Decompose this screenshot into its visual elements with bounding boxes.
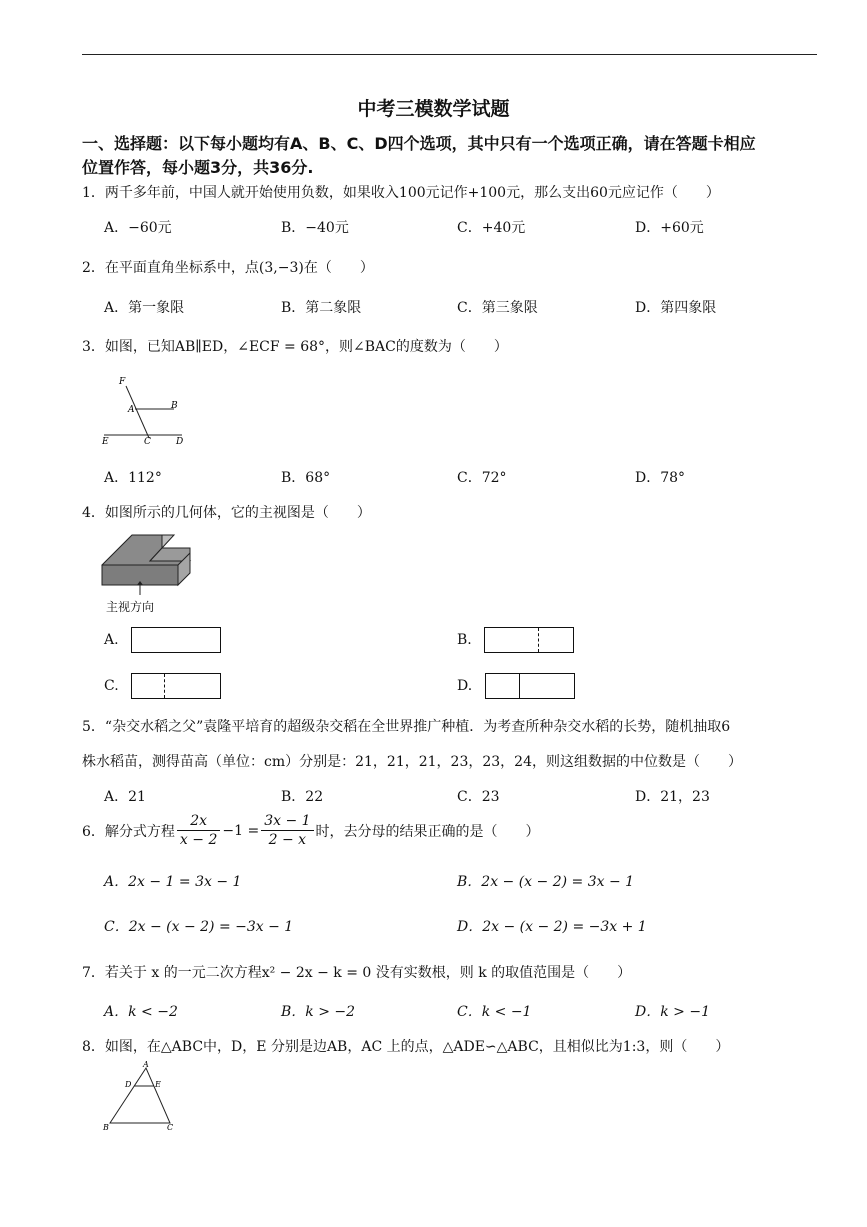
q4-option-d-view (485, 673, 575, 699)
q5-option-d: D．21，23 (635, 789, 710, 805)
q1-option-b: B．−40元 (281, 220, 349, 236)
q6-suffix: 时，去分母的结果正确的是（ ） (315, 823, 540, 840)
q8-label-e: E (155, 1080, 161, 1089)
question-5-line2: 株水稻苗，测得苗高（单位：cm）分别是：21，21，21，23，23，24，则这组数据的中位数是（ ） (82, 754, 743, 770)
q6-option-c: C．2x − (x − 2) = −3x − 1 (104, 919, 294, 935)
q2-option-a: A．第一象限 (104, 300, 185, 316)
q5-option-a: A．21 (104, 789, 146, 805)
q6-fraction-left (177, 812, 220, 849)
q8-label-d: D (125, 1080, 132, 1089)
question-5-line1: 5．“杂交水稻之父”袁隆平培育的超级杂交稻在全世界推广种植．为考查所种杂交水稻的长势，随机抽取6 (82, 719, 731, 735)
question-7-text: 7．若关于 x 的一元二次方程x² − 2x − k = 0 没有实数根，则 k 的取值范围是（ ） (82, 965, 632, 981)
page-title: 中考三模数学试题 (357, 98, 510, 120)
question-6-text (82, 812, 540, 849)
q4-option-c-label: C. (104, 678, 119, 694)
q6-option-d: D．2x − (x − 2) = −3x + 1 (457, 919, 647, 935)
q1-option-c: C．+40元 (457, 220, 526, 236)
question-1-text: 1．两千多年前，中国人就开始使用负数，如果收入100元记作+100元，那么支出60元应记作（ ） (82, 185, 720, 201)
q8-label-c: C (167, 1123, 174, 1132)
q4-option-a-view (131, 627, 221, 653)
q4-option-c-hidden-line (164, 674, 165, 698)
q6-frac1-numerator: 2x (177, 812, 220, 831)
q8-triangle-figure (100, 1060, 180, 1132)
q4-option-d-label: D. (457, 678, 473, 694)
q7-option-d: D．k > −1 (635, 1004, 710, 1020)
q4-view-direction-caption: 主视方向 (106, 600, 155, 614)
q4-option-d-visible-line (519, 674, 520, 698)
q4-solid-figure (100, 527, 195, 599)
q1-option-d: D．+60元 (635, 220, 704, 236)
q8-label-a: A (143, 1060, 149, 1069)
q3-label-e: E (102, 437, 109, 447)
q1-option-a: A．−60元 (104, 220, 172, 236)
q5-option-b: B．22 (281, 789, 324, 805)
q3-parallel-lines-figure (100, 372, 195, 447)
q4-option-b-view (484, 627, 574, 653)
q4-option-a-label: A. (104, 632, 119, 648)
q4-option-c-view (131, 673, 221, 699)
q8-label-b: B (103, 1123, 109, 1132)
q2-option-c: C．第三象限 (457, 300, 538, 316)
q6-option-b: B．2x − (x − 2) = 3x − 1 (457, 874, 635, 890)
question-2-text: 2．在平面直角坐标系中，点(3,−3)在（ ） (82, 260, 374, 276)
section-heading-line2: 位置作答，每小题3分，共36分. (82, 158, 314, 177)
q2-option-d: D．第四象限 (635, 300, 717, 316)
q3-label-c: C (144, 437, 151, 447)
q6-prefix: 6．解分式方程 (82, 823, 175, 840)
question-3-text: 3．如图，已知AB∥ED，∠ECF = 68°，则∠BAC的度数为（ ） (82, 339, 508, 355)
q6-option-a: A．2x − 1 = 3x − 1 (104, 874, 242, 890)
q3-label-b: B (171, 401, 178, 411)
q6-middle: −1 = (222, 822, 260, 839)
question-4-text: 4．如图所示的几何体，它的主视图是（ ） (82, 505, 371, 521)
q6-frac2-denominator: 2 − x (268, 832, 307, 848)
q7-option-c: C．k < −1 (457, 1004, 532, 1020)
section-heading-line1: 一、选择题：以下每小题均有A、B、C、D四个选项，其中只有一个选项正确，请在答题卡相应 (82, 134, 756, 153)
q3-option-c: C．72° (457, 470, 507, 486)
q7-option-a: A．k < −2 (104, 1004, 178, 1020)
q6-frac2-numerator: 3x − 1 (261, 812, 313, 831)
q2-option-b: B．第二象限 (281, 300, 362, 316)
q4-option-b-label: B. (457, 632, 472, 648)
q5-option-c: C．23 (457, 789, 500, 805)
q3-label-d: D (176, 437, 184, 447)
q3-label-a: A (128, 405, 135, 415)
q3-option-b: B．68° (281, 470, 331, 486)
question-8-text: 8．如图，在△ABC中，D，E 分别是边AB，AC 上的点，△ADE∽△ABC，且相似比为1:3，则（ ） (82, 1039, 730, 1055)
header-rule (82, 54, 817, 55)
q3-option-d: D．78° (635, 470, 686, 486)
q3-option-a: A．112° (104, 470, 162, 486)
q7-option-b: B．k > −2 (281, 1004, 356, 1020)
q6-fraction-right (261, 812, 313, 849)
q6-frac1-denominator: x − 2 (179, 832, 218, 848)
q3-label-f: F (119, 377, 126, 387)
q4-option-b-hidden-line (538, 628, 539, 652)
